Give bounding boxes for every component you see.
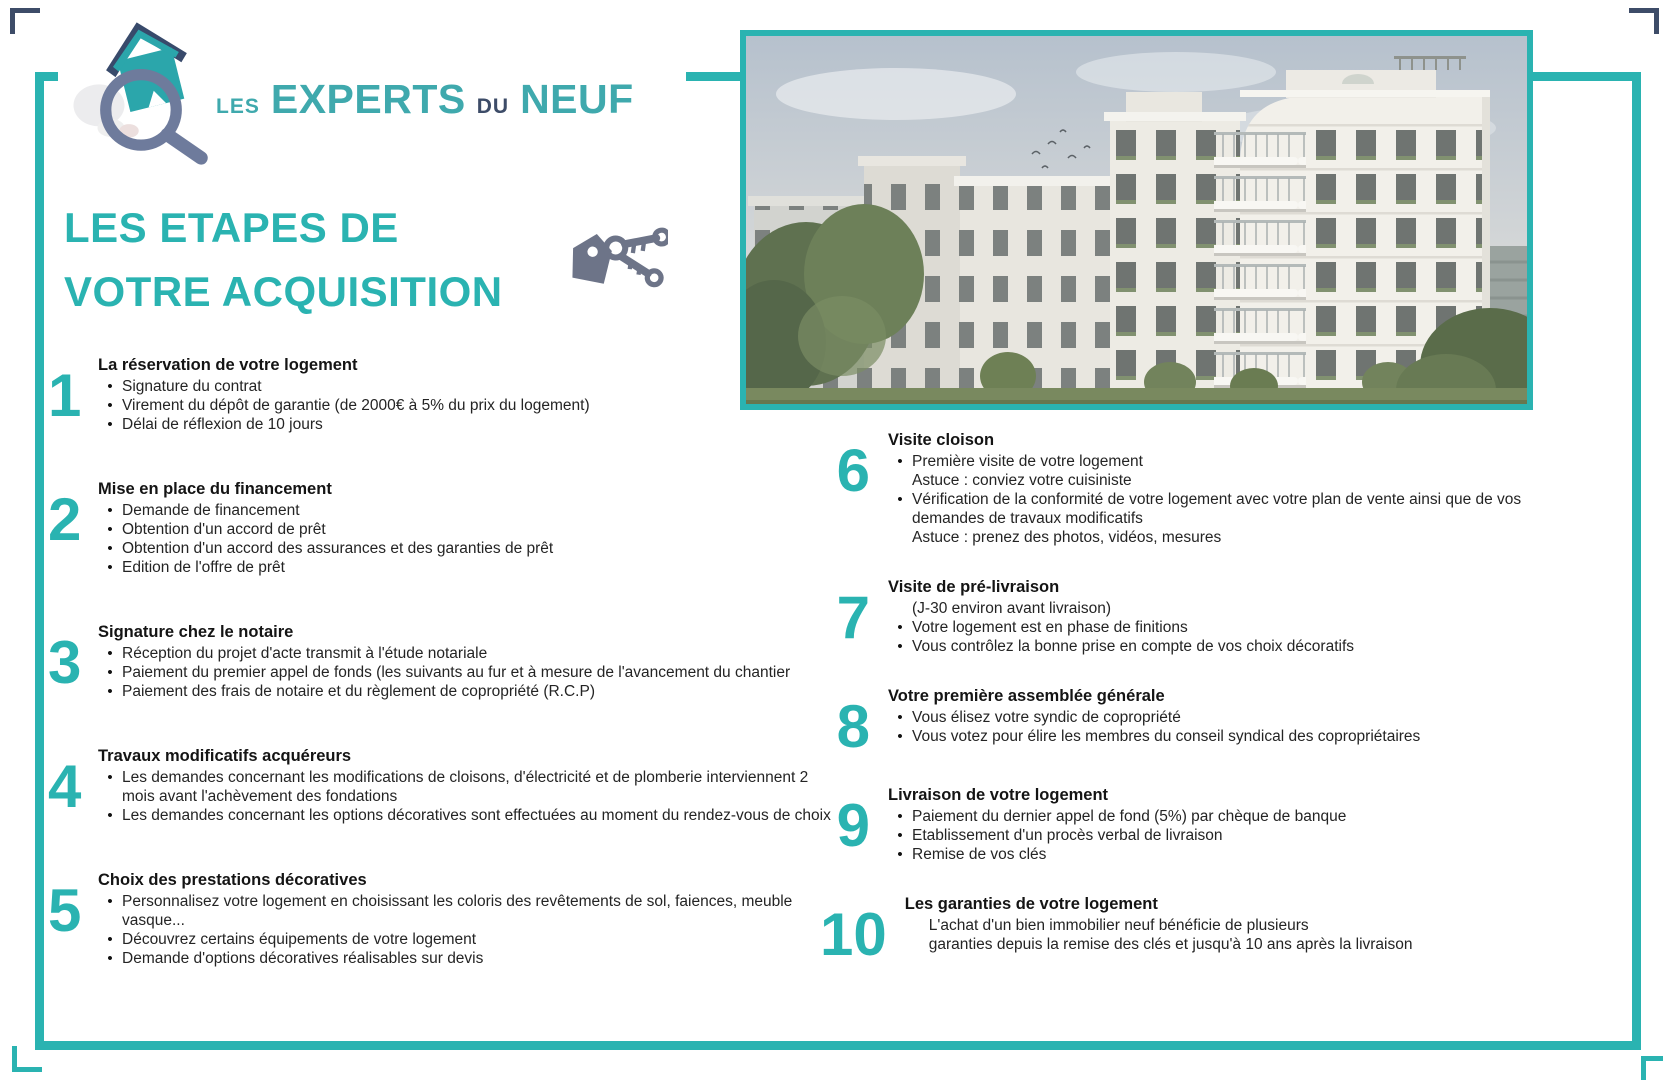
bullet-dot: • (107, 521, 113, 538)
step-line-text: Demande de financement (122, 502, 300, 519)
bullet-dot: • (107, 397, 113, 414)
logo-wordmark (216, 76, 634, 123)
bullet-spacer (98, 911, 122, 930)
step-number: 2 (48, 486, 82, 553)
step-plain-line (888, 528, 1630, 547)
step-plain-line (905, 916, 1630, 935)
bullet-dot: • (107, 893, 113, 910)
step-heading: Choix des prestations décoratives (98, 871, 367, 889)
step-content (98, 622, 833, 701)
steps-column-right (820, 430, 1630, 993)
page-title (64, 196, 503, 324)
step-line-text: Vérification de la conformité de votre logement avec votre plan de vente ainsi que de vos (912, 491, 1522, 508)
step-content (98, 870, 833, 968)
step-line-text: Délai de réflexion de 10 jours (122, 416, 323, 433)
step-bullet-line (98, 949, 833, 968)
step-content (905, 894, 1630, 954)
step-bullet-line (888, 490, 1630, 509)
step-line-text: L'achat d'un bien immobilier neuf bénéficie de plusieurs (928, 917, 1309, 934)
bullet-dot: • (107, 378, 113, 395)
step-heading: Livraison de votre logement (888, 786, 1109, 804)
bullet-dot: • (107, 807, 113, 824)
logo (58, 0, 686, 188)
step-heading: Signature chez le notaire (98, 623, 294, 641)
step-plain-line (98, 911, 833, 930)
step-number: 9 (836, 792, 870, 859)
bullet-dot: • (107, 559, 113, 576)
step-line-text: (J-30 environ avant livraison) (912, 600, 1112, 617)
step-bullet-line (98, 892, 833, 911)
step-6 (820, 430, 1630, 547)
bullet-dot: • (897, 619, 903, 636)
page-title-line2: VOTRE ACQUISITION (64, 268, 503, 315)
step-5 (48, 870, 833, 968)
step-9 (820, 785, 1630, 864)
step-content (98, 746, 833, 825)
step-content (888, 577, 1630, 656)
bullet-spacer (888, 599, 912, 618)
step-bullet-line (98, 558, 833, 577)
bullet-dot: • (897, 827, 903, 844)
step-heading: Visite de pré-livraison (888, 578, 1060, 596)
step-plain-line (888, 509, 1630, 528)
step-bullet-line (98, 663, 833, 682)
logo-word-les: LES (216, 95, 260, 118)
step-bullet-line (98, 501, 833, 520)
step-number: 1 (48, 362, 82, 429)
step-line-text: Virement du dépôt de garantie (de 2000€ à 5% du prix du logement) (122, 397, 590, 414)
bullet-dot: • (897, 638, 903, 655)
corner-mark-bottom-right (1641, 1056, 1663, 1080)
step-bullet-line (888, 708, 1630, 727)
corner-mark-bottom-left (12, 1046, 42, 1072)
step-line-text: Découvrez certains équipements de votre logement (122, 931, 477, 948)
bullet-spacer (98, 787, 122, 806)
step-heading: Les garanties de votre logement (904, 895, 1158, 913)
step-bullet-line (888, 637, 1630, 656)
step-2 (48, 479, 833, 577)
step-heading: Mise en place du financement (98, 480, 332, 498)
bullet-spacer (888, 509, 912, 528)
bullet-dot: • (107, 950, 113, 967)
bullet-dot: • (107, 931, 113, 948)
logo-word-du: DU (476, 95, 510, 118)
bullet-dot: • (107, 502, 113, 519)
step-4 (48, 746, 833, 825)
step-content (98, 355, 833, 434)
bullet-dot: • (897, 728, 903, 745)
step-line-text: Vous contrôlez la bonne prise en compte de vos choix décoratifs (912, 638, 1355, 655)
step-line-text: Etablissement d'un procès verbal de livraison (912, 827, 1223, 844)
step-1 (48, 355, 833, 434)
step-line-text: Paiement des frais de notaire et du règlement de copropriété (R.C.P) (122, 683, 595, 700)
bullet-dot: • (897, 709, 903, 726)
step-heading: Travaux modificatifs acquéreurs (98, 747, 352, 765)
step-number: 10 (820, 901, 887, 968)
step-bullet-line (888, 618, 1630, 637)
step-line-text: vasque... (122, 912, 185, 929)
step-plain-line (98, 787, 833, 806)
bullet-spacer (888, 471, 912, 490)
corner-mark-top-right (1629, 8, 1659, 34)
step-bullet-line (98, 396, 833, 415)
step-number: 6 (836, 437, 870, 504)
step-heading: Votre première assemblée générale (888, 687, 1165, 705)
step-content (888, 430, 1630, 547)
step-bullet-line (98, 768, 833, 787)
step-line-text: Remise de vos clés (912, 846, 1047, 863)
step-line-text: Votre logement est en phase de finitions (912, 619, 1188, 636)
step-number: 5 (48, 877, 82, 944)
step-line-text: Vous votez pour élire les membres du conseil syndical des copropriétaires (912, 728, 1421, 745)
step-7 (820, 577, 1630, 656)
step-bullet-line (98, 415, 833, 434)
step-number: 8 (836, 693, 870, 760)
page-title-line1: LES ETAPES DE (64, 204, 399, 251)
logo-word-neuf: NEUF (520, 76, 634, 122)
magnifier-house-icon (72, 10, 222, 175)
bullet-dot: • (897, 453, 903, 470)
step-bullet-line (888, 826, 1630, 845)
step-bullet-line (888, 452, 1630, 471)
step-bullet-line (98, 539, 833, 558)
steps-column-left (48, 355, 833, 1013)
step-heading: La réservation de votre logement (98, 356, 358, 374)
new-building-photo (740, 30, 1533, 410)
step-bullet-line (98, 520, 833, 539)
step-line-text: Les demandes concernant les options décoratives sont effectuées au moment du rendez-vous de choix (122, 807, 831, 824)
bullet-spacer (905, 935, 929, 954)
bullet-dot: • (107, 664, 113, 681)
step-line-text: demandes de travaux modificatifs (912, 510, 1143, 527)
step-plain-line (888, 471, 1630, 490)
step-line-text: garanties depuis la remise des clés et jusqu'à 10 ans après la livraison (928, 936, 1413, 953)
step-line-text: Astuce : prenez des photos, vidéos, mesures (912, 529, 1222, 546)
step-line-text: Demande d'options décoratives réalisables sur devis (122, 950, 484, 967)
step-bullet-line (98, 377, 833, 396)
step-heading: Visite cloison (888, 431, 995, 449)
bullet-spacer (888, 528, 912, 547)
step-line-text: Paiement du dernier appel de fond (5%) par chèque de banque (912, 808, 1347, 825)
step-line-text: mois avant l'achèvement des fondations (122, 788, 398, 805)
bullet-dot: • (107, 645, 113, 662)
bullet-spacer (905, 916, 929, 935)
step-number: 4 (48, 753, 82, 820)
step-line-text: Personnalisez votre logement en choisissant les coloris des revêtements de sol, faiences, meuble (122, 893, 793, 910)
step-8 (820, 686, 1630, 760)
bullet-dot: • (107, 769, 113, 786)
step-line-text: Edition de l'offre de prêt (122, 559, 285, 576)
bullet-dot: • (897, 846, 903, 863)
bullet-dot: • (107, 416, 113, 433)
step-content (888, 785, 1630, 864)
step-bullet-line (98, 930, 833, 949)
step-bullet-line (98, 644, 833, 663)
step-10 (820, 894, 1630, 968)
step-number: 3 (48, 629, 82, 696)
step-plain-line (888, 599, 1630, 618)
bullet-dot: • (107, 683, 113, 700)
corner-mark-top-left (10, 8, 40, 34)
step-bullet-line (888, 727, 1630, 746)
step-bullet-line (888, 845, 1630, 864)
bullet-dot: • (107, 540, 113, 557)
step-line-text: Astuce : conviez votre cuisiniste (912, 472, 1132, 489)
step-bullet-line (888, 807, 1630, 826)
step-line-text: Première visite de votre logement (912, 453, 1143, 470)
step-line-text: Paiement du premier appel de fonds (les suivants au fur et à mesure de l'avancement du chantier (122, 664, 791, 681)
step-content (888, 686, 1630, 746)
step-bullet-line (98, 806, 833, 825)
step-plain-line (905, 935, 1630, 954)
step-line-text: Vous élisez votre syndic de copropriété (912, 709, 1181, 726)
step-line-text: Signature du contrat (122, 378, 262, 395)
step-bullet-line (98, 682, 833, 701)
bullet-dot: • (897, 808, 903, 825)
logo-word-experts: EXPERTS (270, 76, 466, 122)
step-line-text: Obtention d'un accord de prêt (122, 521, 326, 538)
step-line-text: Réception du projet d'acte transmit à l'étude notariale (122, 645, 488, 662)
bullet-dot: • (897, 491, 903, 508)
step-line-text: Les demandes concernant les modifications de cloisons, d'électricité et de plomberie interviennent 2 (122, 769, 809, 786)
step-line-text: Obtention d'un accord des assurances et des garanties de prêt (122, 540, 554, 557)
step-3 (48, 622, 833, 701)
house-keys-icon (556, 218, 668, 315)
step-number: 7 (836, 584, 870, 651)
step-content (98, 479, 833, 577)
